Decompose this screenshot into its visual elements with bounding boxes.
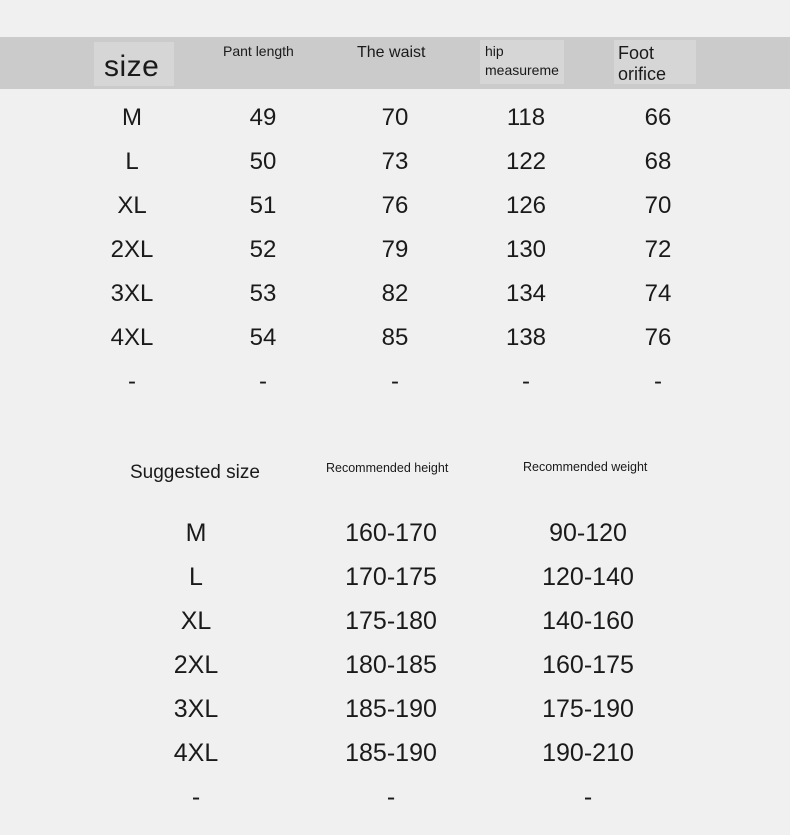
cell-hip: 130 bbox=[505, 236, 547, 263]
cell-pant-length: 52 bbox=[249, 236, 277, 263]
cell-recommended-weight: 120-140 bbox=[542, 563, 634, 591]
cell-suggested-size: - bbox=[191, 783, 201, 811]
table-row bbox=[0, 279, 790, 309]
cell-recommended-height: 160-170 bbox=[345, 519, 437, 547]
table-row bbox=[0, 103, 790, 133]
cell-hip: 138 bbox=[505, 324, 547, 351]
cell-foot-orifice: 70 bbox=[644, 192, 672, 219]
cell-recommended-height: - bbox=[386, 783, 396, 811]
cell-suggested-size: L bbox=[189, 563, 203, 591]
header-suggested-size: Suggested size bbox=[130, 462, 260, 483]
cell-foot-orifice: 72 bbox=[644, 236, 672, 263]
header-hip-line2: measureme bbox=[485, 62, 559, 78]
header-foot-line2: orifice bbox=[618, 64, 667, 84]
cell-size: 4XL bbox=[110, 324, 154, 351]
header-hip bbox=[485, 42, 575, 80]
header-recommended-weight: Recommended weight bbox=[523, 460, 648, 474]
table-row bbox=[0, 561, 790, 593]
cell-pant-length: - bbox=[259, 368, 267, 395]
cell-suggested-size: 2XL bbox=[173, 651, 219, 679]
table-row bbox=[0, 605, 790, 637]
table-row bbox=[0, 147, 790, 177]
table-row bbox=[0, 367, 790, 397]
cell-suggested-size: 3XL bbox=[173, 695, 219, 723]
cell-size: 2XL bbox=[110, 236, 154, 263]
cell-recommended-weight: 175-190 bbox=[542, 695, 634, 723]
table-row bbox=[0, 693, 790, 725]
cell-pant-length: 49 bbox=[249, 104, 277, 131]
header-recommended-height: Recommended height bbox=[326, 461, 449, 475]
cell-waist: 73 bbox=[381, 148, 409, 175]
cell-waist: 82 bbox=[381, 280, 409, 307]
cell-recommended-weight: - bbox=[583, 783, 593, 811]
table-row bbox=[0, 781, 790, 813]
cell-hip: 126 bbox=[505, 192, 547, 219]
cell-suggested-size: M bbox=[185, 519, 207, 547]
table-row bbox=[0, 517, 790, 549]
cell-waist: 76 bbox=[381, 192, 409, 219]
cell-pant-length: 50 bbox=[249, 148, 277, 175]
cell-foot-orifice: - bbox=[654, 368, 662, 395]
cell-foot-orifice: 68 bbox=[644, 148, 672, 175]
cell-size: 3XL bbox=[110, 280, 154, 307]
cell-waist: - bbox=[391, 368, 399, 395]
cell-pant-length: 54 bbox=[249, 324, 277, 351]
cell-pant-length: 51 bbox=[249, 192, 277, 219]
cell-size: - bbox=[128, 368, 136, 395]
cell-recommended-weight: 160-175 bbox=[542, 651, 634, 679]
cell-recommended-height: 180-185 bbox=[345, 651, 437, 679]
cell-recommended-weight: 90-120 bbox=[549, 519, 627, 547]
cell-hip: 118 bbox=[506, 104, 546, 131]
cell-foot-orifice: 76 bbox=[644, 324, 672, 351]
cell-recommended-height: 170-175 bbox=[345, 563, 437, 591]
cell-foot-orifice: 66 bbox=[644, 104, 672, 131]
cell-waist: 79 bbox=[381, 236, 409, 263]
table-row bbox=[0, 737, 790, 769]
cell-pant-length: 53 bbox=[249, 280, 277, 307]
cell-recommended-height: 185-190 bbox=[345, 739, 437, 767]
header-waist: The waist bbox=[357, 44, 426, 61]
table-row bbox=[0, 323, 790, 353]
cell-hip: - bbox=[522, 368, 530, 395]
cell-foot-orifice: 74 bbox=[644, 280, 672, 307]
header-pant-length: Pant length bbox=[223, 43, 294, 59]
header-hip-line1: hip bbox=[485, 43, 504, 59]
cell-recommended-height: 185-190 bbox=[345, 695, 437, 723]
header-foot-line1: Foot bbox=[618, 43, 655, 63]
table-row bbox=[0, 191, 790, 221]
cell-waist: 85 bbox=[381, 324, 409, 351]
cell-recommended-weight: 190-210 bbox=[542, 739, 634, 767]
header-foot-orifice bbox=[618, 43, 688, 85]
cell-size: M bbox=[122, 104, 142, 131]
cell-hip: 122 bbox=[505, 148, 547, 175]
cell-waist: 70 bbox=[381, 104, 409, 131]
table-row bbox=[0, 235, 790, 265]
cell-size: L bbox=[125, 148, 139, 175]
cell-suggested-size: 4XL bbox=[173, 739, 219, 767]
cell-size: XL bbox=[117, 192, 147, 219]
cell-suggested-size: XL bbox=[180, 607, 212, 635]
cell-hip: 134 bbox=[505, 280, 547, 307]
header-size: size bbox=[104, 50, 160, 83]
table-row bbox=[0, 649, 790, 681]
cell-recommended-height: 175-180 bbox=[345, 607, 437, 635]
cell-recommended-weight: 140-160 bbox=[542, 607, 634, 635]
